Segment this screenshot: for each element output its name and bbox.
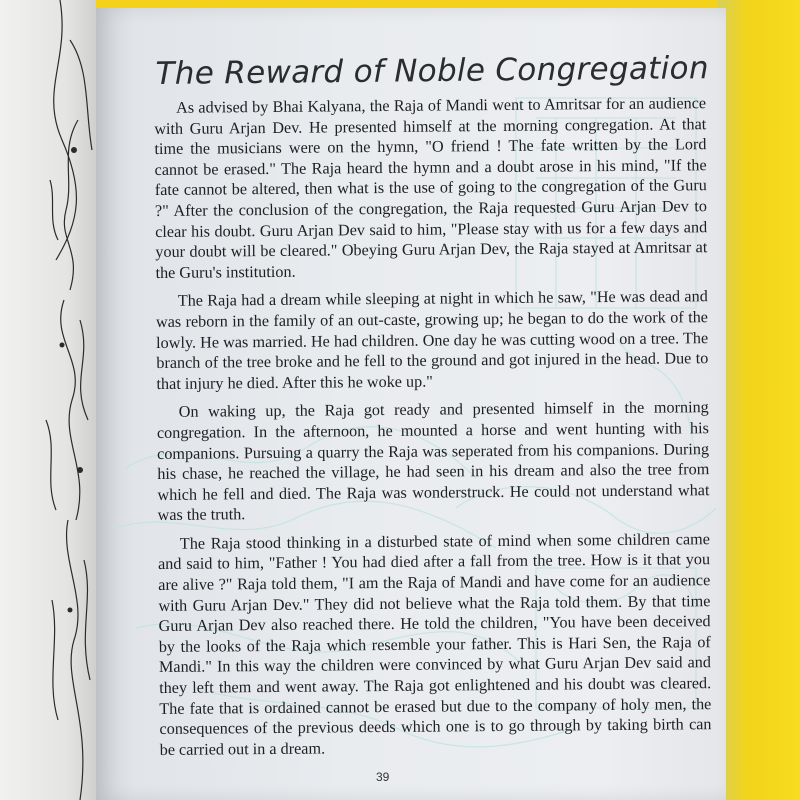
facing-page-illustration [0, 0, 97, 800]
paragraph-1: As advised by Bhai Kalyana, the Raja of Mandi went to Amritsar for an audience with Guru Arjan Dev. He presented himself at the morning congregation. At that time the musicians were on the hymn, "O friend ! The fate written by the Lord cannot be erased." The Raja heard the hymn and a doubt arose in his mind, "If the fate cannot be altered, then what is the use of going to the congregation of the Guru ?" After the conclusion of the congregation, the Raja requested Guru Arjan Dev to clear his doubt. Guru Arjan Dev said to him, "Please stay with us for a few days and your doubt will be cleared." Obeying Guru Arjan Dev, the Raja stayed at Amritsar at the Guru's institution. [154, 94, 708, 282]
paragraph-3: On waking up, the Raja got ready and presented himself in the morning congregation. In the afternoon, he mounted a horse and went hunting with his companions. Pursuing a quarry the Raja was seperated from his companions. During his chase, he reached the village, he had seen in his dream and also the tree from which he fell and died. The Raja was wonderstruck. He could not understand what was the truth. [156, 398, 710, 525]
page-number: 39 [376, 770, 390, 784]
cover-edge-right [718, 0, 800, 800]
book-page [96, 8, 726, 800]
page-title: The Reward of Noble Congregation [155, 50, 709, 92]
paragraph-2: The Raja had a dream while sleeping at night in which he saw, "He was dead and was reborn in the family of an out-caste, growing up; he began to do the work of the lowly. He was married. He had children. One day he was cutting wood on a tree. The branch of the tree broke and he fell to the ground and got injured in the head. Due to that injury he died. After this he woke up." [155, 287, 709, 393]
story-text [154, 93, 712, 768]
paragraph-4: The Raja stood thinking in a disturbed state of mind when some children came and said to him, "Father ! You had died after a fall from the tree. How is it that you are alive ?" Raja told them, "I am the Raja of Mandi and have come for an audience with Guru Arjan Dev." They did not believe what the Raja told them. By that time Guru Arjan Dev also reached there. He told the children, "You have been deceived by the looks of the Raja which resemble your father. This is Hari Sen, the Raja of Mandi." In this way the children were convinced by what Guru Arjan Dev said and they left them and went away. The Raja got enlightened and his doubt was cleared. The fate that is ordained cannot be erased but due to the company of holy men, the consequences of the previous deeds which one is to go through by taking birth can be carried out in a dream. [157, 530, 712, 759]
